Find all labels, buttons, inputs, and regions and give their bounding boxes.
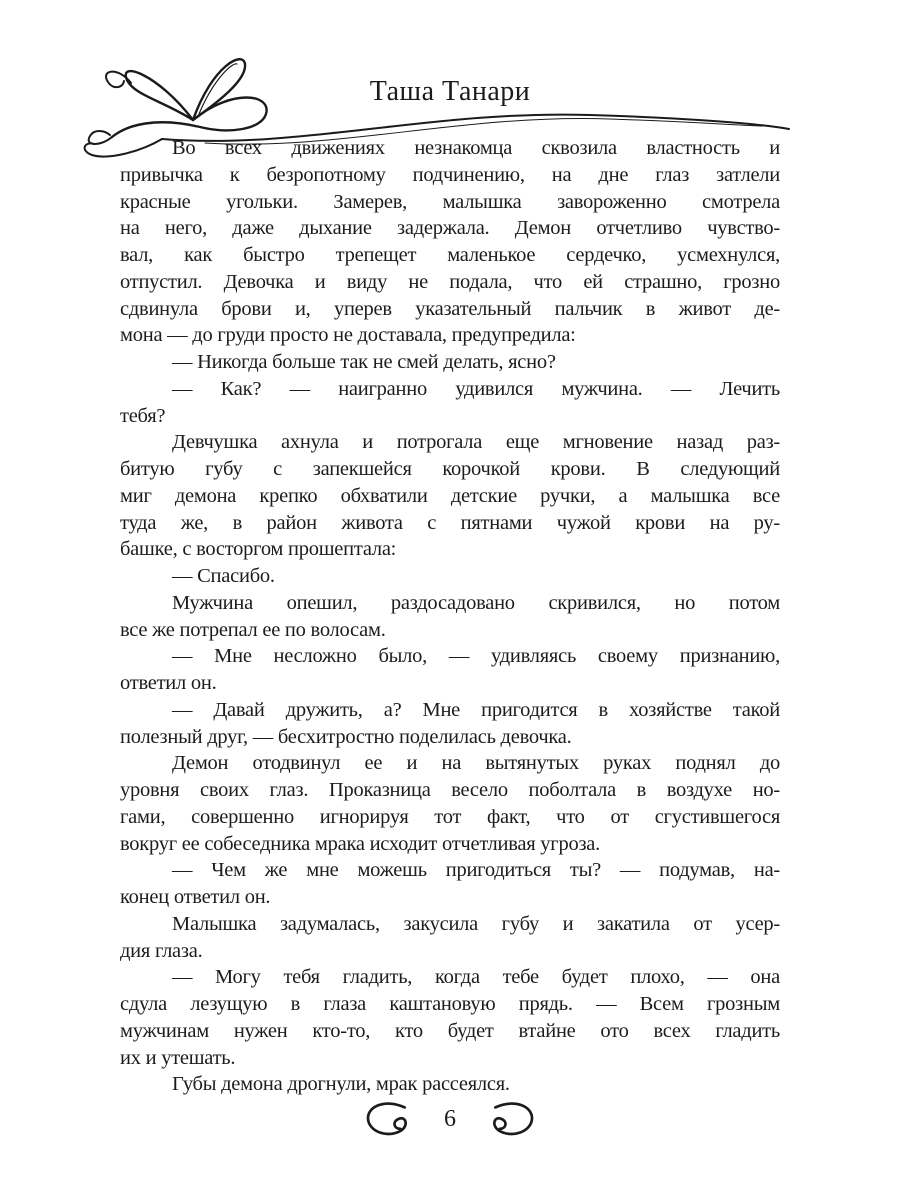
text-line: уровня своих глаз. Проказница весело поболтала в воздухе но- [120,779,780,801]
text-line: — Давай дружить, а? Мне пригодится в хозяйстве такой [172,698,780,721]
paragraph [120,563,780,590]
text-line: тебя? [120,404,166,427]
footer-ornament-right-icon [490,1101,540,1137]
paragraph [120,697,780,751]
text-line: — Мне несложно было, — удивляясь своему признанию, [172,645,780,668]
paragraph [120,429,780,563]
text-line: гами, совершенно игнорируя тот факт, что от сгустившегося [120,805,780,828]
text-line: привычка к безропотному подчинению, на дне глаз затлели [120,163,780,186]
text-line: — Чем же мне можешь пригодиться ты? — подумав, на- [172,859,780,882]
paragraph [120,1071,780,1098]
text-line: Во всех движениях незнакомца сквозила властность и [172,137,780,159]
text-line: дия глаза. [120,939,203,962]
text-line: башке, с восторгом прошептала: [120,538,397,561]
text-line: — Как? — наигранно удивился мужчина. — Лечить [172,377,780,400]
text-line: Губы демона дрогнули, мрак рассеялся. [172,1073,510,1096]
paragraph [120,643,780,697]
text-line: мона — до груди просто не доставала, предупредила: [120,324,576,347]
text-line: туда же, в район живота с пятнами чужой крови на ру- [120,511,780,534]
text-line: — Могу тебя гладить, когда тебе будет плохо, — она [172,966,780,989]
text-line: отпустил. Девочка и виду не подала, что ей страшно, грозно [120,270,780,293]
paragraph [120,349,780,376]
text-line: Девчушка ахнула и потрогала еще мгновение назад раз- [172,431,780,454]
paragraph [120,911,780,965]
text-line: на него, даже дыхание задержала. Демон отчетливо чувство- [120,217,780,240]
text-line: сдула лезущую в глаза каштановую прядь. — Всем грозным [120,993,780,1015]
text-line: мужчинам нужен кто-то, кто будет втайне ото всех гладить [120,1019,780,1042]
footer-ornament-left-icon [360,1101,410,1137]
text-line: ответил он. [120,672,217,694]
text-line: Малышка задумалась, закусила губу и закатила от усер- [172,912,780,935]
text-line: все же потрепал ее по волосам. [120,618,386,641]
paragraph [120,857,780,911]
page-number: 6 [444,1106,456,1132]
text-line: красные угольки. Замерев, малышка завороженно смотрела [120,190,780,213]
page-footer [120,1097,780,1141]
paragraph [120,590,780,644]
text-line: сдвинула брови и, уперев указательный пальчик в живот де- [120,297,780,320]
text-line: вал, как быстро трепещет маленькое сердечко, усмехнулся, [120,244,780,266]
text-line: миг демона крепко обхватили детские ручки, а малышка все [120,484,780,507]
text-line: битую губу с запекшейся корочкой крови. В следующий [120,458,780,480]
text-line: — Никогда больше так не смей делать, ясно? [172,351,556,373]
paragraph [120,135,780,349]
paragraph [120,964,780,1071]
text-line: конец ответил он. [120,886,271,908]
paragraph [120,376,780,430]
text-line: полезный друг, — бесхитростно поделилась девочка. [120,725,572,748]
text-line: Мужчина опешил, раздосадовано скривился, но потом [172,591,780,614]
text-line: вокруг ее собеседника мрака исходит отчетливая угроза. [120,832,601,855]
text-line: — Спасибо. [172,565,275,587]
text-block [120,135,780,1098]
running-head-author: Таша Танари [369,76,531,107]
text-line: их и утешать. [120,1046,236,1069]
text-line: Демон отодвинул ее и на вытянутых руках поднял до [172,752,780,775]
paragraph [120,750,780,857]
